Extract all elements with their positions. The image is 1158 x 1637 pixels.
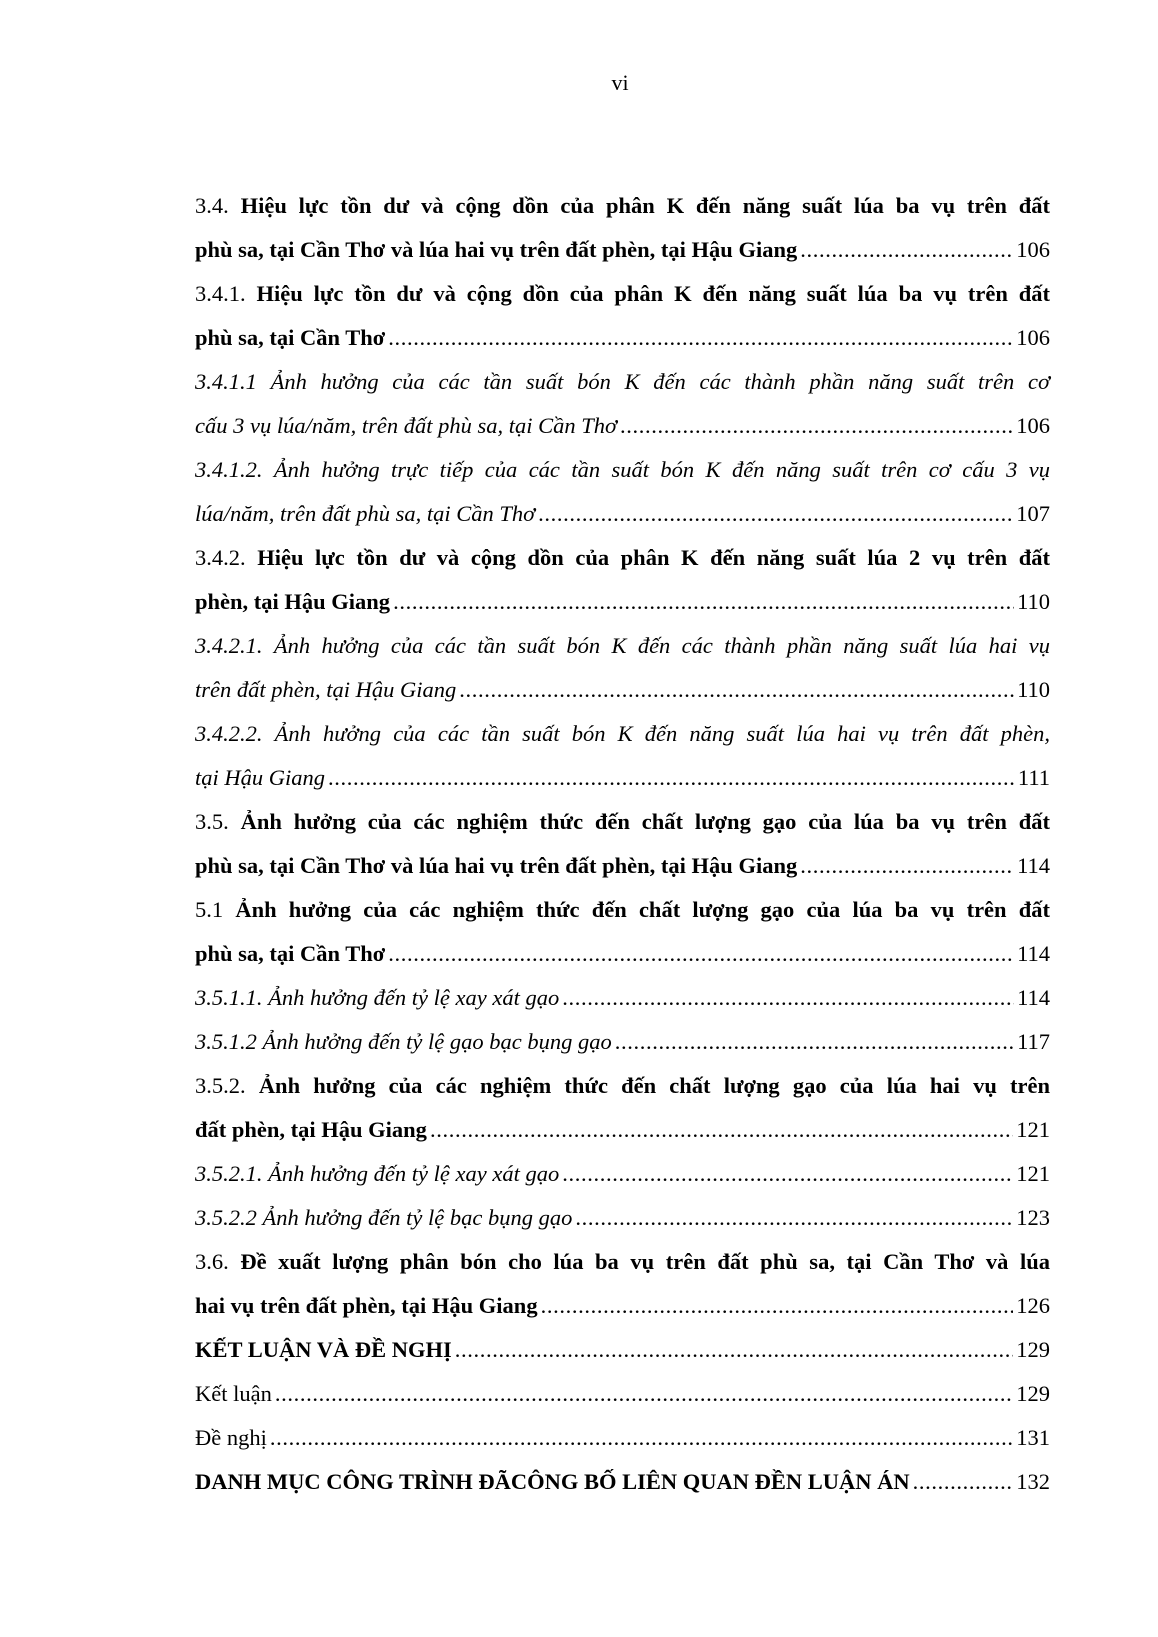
toc-entry-3-4-line1[interactable] bbox=[195, 184, 1050, 228]
section-number: 3.4. bbox=[195, 193, 241, 218]
toc-entry-3-5-1-2[interactable] bbox=[195, 1020, 1050, 1064]
section-title: Ảnh hưởng của các nghiệm thức đến chất lượng gạo của lúa ba vụ trên đất bbox=[240, 809, 1050, 834]
toc-entry-3-4-line2[interactable] bbox=[195, 228, 1050, 272]
leader-dots bbox=[328, 756, 1015, 800]
page-ref: 121 bbox=[1016, 1117, 1050, 1142]
page-ref: 106 bbox=[1016, 413, 1050, 438]
section-number: 3.5.2. bbox=[195, 1073, 259, 1098]
toc-entry-5-1-line1[interactable] bbox=[195, 888, 1050, 932]
toc-entry-3-5-line1[interactable] bbox=[195, 800, 1050, 844]
leader-dots bbox=[388, 932, 1014, 976]
leader-dots bbox=[562, 976, 1014, 1020]
section-title: DANH MỤC CÔNG TRÌNH ĐÃCÔNG BỐ LIÊN QUAN ĐỀN LUẬN ÁN bbox=[195, 1469, 910, 1494]
page-ref: 131 bbox=[1016, 1425, 1050, 1450]
toc-entry-3-4-2-line1[interactable] bbox=[195, 536, 1050, 580]
page-ref: 123 bbox=[1016, 1205, 1050, 1230]
leader-dots bbox=[455, 1328, 1014, 1372]
section-number: 3.5. bbox=[195, 809, 241, 834]
section-title-cont: hai vụ trên đất phèn, tại Hậu Giang bbox=[195, 1293, 538, 1318]
toc-entry-3-4-1-2-line2[interactable] bbox=[195, 492, 1050, 536]
toc-entry-3-5-2-line1[interactable] bbox=[195, 1064, 1050, 1108]
toc-entry-3-6-line1[interactable] bbox=[195, 1240, 1050, 1284]
section-title: Ảnh hưởng của các nghiệm thức đến chất lượng gạo của lúa ba vụ trên đất bbox=[235, 897, 1051, 922]
section-title: 3.5.2.2 Ảnh hưởng đến tỷ lệ bạc bụng gạo bbox=[195, 1205, 573, 1230]
page-ref: 129 bbox=[1016, 1337, 1050, 1362]
toc-entry-ket-luan-va-de-nghi[interactable] bbox=[195, 1328, 1050, 1372]
page-ref: 121 bbox=[1016, 1161, 1050, 1186]
page-ref: 110 bbox=[1017, 589, 1050, 614]
toc-entry-5-1-line2[interactable] bbox=[195, 932, 1050, 976]
page-ref: 129 bbox=[1016, 1381, 1050, 1406]
section-title-cont: phù sa, tại Cần Thơ bbox=[195, 941, 386, 966]
section-title-cont: phù sa, tại Cần Thơ và lúa hai vụ trên đất phèn, tại Hậu Giang bbox=[195, 237, 798, 262]
section-title-cont: tại Hậu Giang bbox=[195, 765, 326, 790]
section-title-cont: đất phèn, tại Hậu Giang bbox=[195, 1117, 427, 1142]
page-ref: 117 bbox=[1017, 1029, 1050, 1054]
toc-entry-danh-muc-cong-trinh[interactable] bbox=[195, 1460, 1050, 1504]
leader-dots bbox=[800, 844, 1014, 888]
toc-entry-3-5-2-line2[interactable] bbox=[195, 1108, 1050, 1152]
toc-entry-de-nghi[interactable] bbox=[195, 1416, 1050, 1460]
section-title: KẾT LUẬN VÀ ĐỀ NGHỊ bbox=[195, 1337, 452, 1362]
toc-entry-3-4-2-2-line1[interactable]: 3.4.2.2. Ảnh hưởng của các tần suất bón K đến năng suất lúa hai vụ trên đất phèn, bbox=[195, 721, 1050, 746]
section-title: Đề nghị bbox=[195, 1425, 267, 1450]
toc-entry-3-5-2-1[interactable] bbox=[195, 1152, 1050, 1196]
section-title-cont: phù sa, tại Cần Thơ và lúa hai vụ trên đất phèn, tại Hậu Giang bbox=[195, 853, 798, 878]
section-title-cont: lúa/năm, trên đất phù sa, tại Cần Thơ bbox=[195, 501, 536, 526]
section-title: Hiệu lực tồn dư và cộng dồn của phân K đến năng suất lúa ba vụ trên đất bbox=[256, 281, 1050, 306]
page-ref: 107 bbox=[1016, 501, 1050, 526]
page-ref: 126 bbox=[1016, 1293, 1050, 1318]
toc-entry-3-6-line2[interactable] bbox=[195, 1284, 1050, 1328]
page-ref: 114 bbox=[1017, 941, 1050, 966]
section-title: Đề xuất lượng phân bón cho lúa ba vụ trên đất phù sa, tại Cần Thơ và lúa bbox=[240, 1249, 1050, 1274]
toc-entry-3-4-1-line1[interactable] bbox=[195, 272, 1050, 316]
leader-dots bbox=[459, 668, 1014, 712]
page-ref: 111 bbox=[1017, 765, 1050, 790]
section-title: Ảnh hưởng của các nghiệm thức đến chất lượng gạo của lúa hai vụ trên bbox=[258, 1073, 1051, 1098]
section-title: Hiệu lực tồn dư và cộng dồn của phân K đến năng suất lúa 2 vụ trên đất bbox=[257, 545, 1051, 570]
section-title-cont: phù sa, tại Cần Thơ bbox=[195, 325, 386, 350]
leader-dots bbox=[575, 1196, 1013, 1240]
toc-entry-3-4-1-1-line1[interactable]: 3.4.1.1 Ảnh hưởng của các tần suất bón K đến các thành phần năng suất trên cơ bbox=[195, 369, 1050, 394]
toc-entry-3-4-2-1-line1[interactable]: 3.4.2.1. Ảnh hưởng của các tần suất bón K đến các thành phần năng suất lúa hai vụ bbox=[195, 633, 1050, 658]
section-number: 3.4.2. bbox=[195, 545, 258, 570]
leader-dots bbox=[913, 1460, 1014, 1504]
page-ref: 110 bbox=[1017, 677, 1050, 702]
section-title-cont: trên đất phèn, tại Hậu Giang bbox=[195, 677, 457, 702]
table-of-contents bbox=[195, 184, 1050, 1504]
leader-dots bbox=[620, 404, 1013, 448]
section-number: 3.6. bbox=[195, 1249, 241, 1274]
toc-entry-3-5-line2[interactable] bbox=[195, 844, 1050, 888]
toc-entry-3-4-1-line2[interactable] bbox=[195, 316, 1050, 360]
section-number: 3.4.1. bbox=[195, 281, 257, 306]
page-ref: 114 bbox=[1017, 853, 1050, 878]
page-ref: 106 bbox=[1016, 237, 1050, 262]
toc-entry-ket-luan[interactable] bbox=[195, 1372, 1050, 1416]
toc-entry-3-4-2-line2[interactable] bbox=[195, 580, 1050, 624]
leader-dots bbox=[615, 1020, 1014, 1064]
page-ref: 106 bbox=[1016, 325, 1050, 350]
section-title: Kết luận bbox=[195, 1381, 272, 1406]
section-title: 3.5.1.2 Ảnh hưởng đến tỷ lệ gạo bạc bụng gạo bbox=[195, 1029, 612, 1054]
toc-entry-3-5-1-1[interactable] bbox=[195, 976, 1050, 1020]
leader-dots bbox=[430, 1108, 1013, 1152]
leader-dots bbox=[562, 1152, 1013, 1196]
section-title: Hiệu lực tồn dư và cộng dồn của phân K đến năng suất lúa ba vụ trên đất bbox=[240, 193, 1050, 218]
toc-entry-3-4-1-1-line2[interactable] bbox=[195, 404, 1050, 448]
toc-entry-3-5-2-2[interactable] bbox=[195, 1196, 1050, 1240]
leader-dots bbox=[388, 316, 1013, 360]
toc-entry-3-4-2-2-line2[interactable] bbox=[195, 756, 1050, 800]
toc-entry-3-4-2-1-line2[interactable] bbox=[195, 668, 1050, 712]
leader-dots bbox=[275, 1372, 1013, 1416]
leader-dots bbox=[393, 580, 1014, 624]
page-ref: 114 bbox=[1017, 985, 1050, 1010]
leader-dots bbox=[800, 228, 1013, 272]
section-title-cont: phèn, tại Hậu Giang bbox=[195, 589, 391, 614]
toc-entry-3-4-1-2-line1[interactable]: 3.4.1.2. Ảnh hưởng trực tiếp của các tần suất bón K đến năng suất trên cơ cấu 3 vụ bbox=[195, 457, 1050, 482]
section-title: 3.5.1.1. Ảnh hưởng đến tỷ lệ xay xát gạo bbox=[195, 985, 560, 1010]
section-title: 3.5.2.1. Ảnh hưởng đến tỷ lệ xay xát gạo bbox=[195, 1161, 560, 1186]
leader-dots bbox=[270, 1416, 1013, 1460]
page-ref: 132 bbox=[1016, 1469, 1050, 1494]
page-number: vi bbox=[611, 70, 629, 95]
section-number: 5.1 bbox=[195, 897, 236, 922]
leader-dots bbox=[538, 492, 1013, 536]
section-title-cont: cấu 3 vụ lúa/năm, trên đất phù sa, tại Cần Thơ bbox=[195, 413, 618, 438]
leader-dots bbox=[541, 1284, 1014, 1328]
